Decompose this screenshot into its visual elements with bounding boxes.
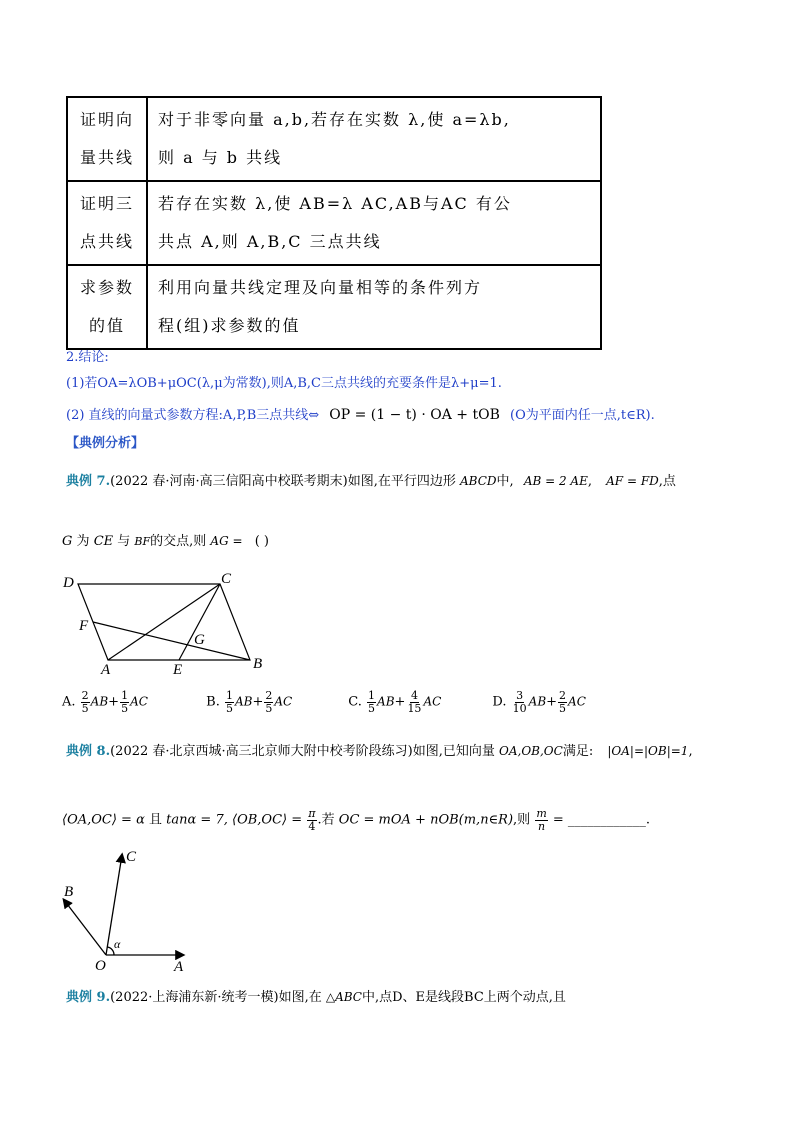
- table-head: 证明三 点共线: [67, 181, 147, 265]
- option-c[interactable]: C. $\frac{1}{5}$ AB+ $\frac{4}{15}$ AC: [348, 689, 442, 715]
- table-row: [67, 97, 601, 181]
- label-g: G: [194, 632, 205, 648]
- vector-ob: [64, 900, 106, 955]
- answer-blank[interactable]: = ____________.: [552, 812, 651, 828]
- conclusion-item-1: (1)若OA=λOB+μOC(λ,μ为常数),则A,B,C三点共线的充要条件是λ+μ=1.: [66, 376, 502, 391]
- table-cell: 利用向量共线定理及向量相等的条件列方 程(组)求参数的值: [147, 265, 601, 349]
- option-d[interactable]: D. $\frac{3}{10}$ AB+ $\frac{2}{5}$ AC: [492, 689, 586, 715]
- label-a: A: [101, 662, 111, 675]
- ex8-statement: 典例 8.(2022 春·北京西城·高三北京师大附中校考阶段练习)如图,已知向量 OA,OB,OC满足: |OA|=|OB|=1,: [66, 744, 693, 759]
- conclusion-item-2: (2) 直线的向量式参数方程:A,P,B三点共线⇔ OP = (1 − t) · OA + tOB (O为平面内任一点,t∈R).: [66, 407, 655, 423]
- label-b: B: [64, 884, 74, 900]
- ex7-question: G 为 CE 与 BF的交点,则 AG = ( ): [62, 534, 269, 549]
- option-a[interactable]: A. $\frac{2}{5}$ AB+ $\frac{1}{5}$ AC: [62, 689, 148, 715]
- ex7-statement: 典例 7.(2022 春·河南·高三信阳高中校联考期末)如图,在平行四边形 ABCD中, AB = 2 AE, AF = FD,点: [66, 474, 676, 489]
- summary-table: [66, 96, 602, 350]
- table-row: [67, 265, 601, 349]
- param-equation: OP = (1 − t) · OA + tOB: [329, 407, 500, 423]
- table-row: [67, 181, 601, 265]
- label-c: C: [126, 849, 137, 865]
- conclusion-title: 2.结论:: [66, 350, 109, 365]
- label-e: E: [173, 662, 183, 675]
- label-c: C: [221, 571, 232, 587]
- vector-angle-figure: [58, 845, 198, 975]
- table-head: 证明向 量共线: [67, 97, 147, 181]
- label-a: A: [174, 959, 184, 975]
- label-alpha: α: [114, 937, 121, 951]
- ex9-statement: 典例 9.(2022·上海浦东新·统考一模)如图,在 △ABC中,点D、E是线段BC上两个动点,且: [66, 990, 566, 1005]
- table-cell: 若存在实数 λ,使 AB=λ AC,AB与AC 有公 共点 A,则 A,B,C 三点共线: [147, 181, 601, 265]
- label-f: F: [79, 618, 89, 634]
- section-title: 【典例分析】: [66, 436, 145, 451]
- table-cell: 对于非零向量 a,b,若存在实数 λ,使 a=λb, 则 a 与 b 共线: [147, 97, 601, 181]
- label-o: O: [95, 958, 106, 974]
- segment-ce: [179, 584, 220, 660]
- option-b[interactable]: B. $\frac{1}{5}$ AB+ $\frac{2}{5}$ AC: [206, 689, 293, 715]
- ex8-question: ⟨OA,OC⟩ = α 且 tanα = 7, ⟨OB,OC⟩ = $\frac{\pi}{4}$ .若 OC = mOA + nOB(m,n∈R),则 $\frac{m}{n}$ = ____________.: [62, 807, 651, 833]
- parallelogram-figure: [60, 570, 270, 675]
- table-head: 求参数 的值: [67, 265, 147, 349]
- ex7-options: [62, 690, 586, 714]
- label-d: D: [63, 575, 74, 591]
- label-b: B: [253, 656, 263, 672]
